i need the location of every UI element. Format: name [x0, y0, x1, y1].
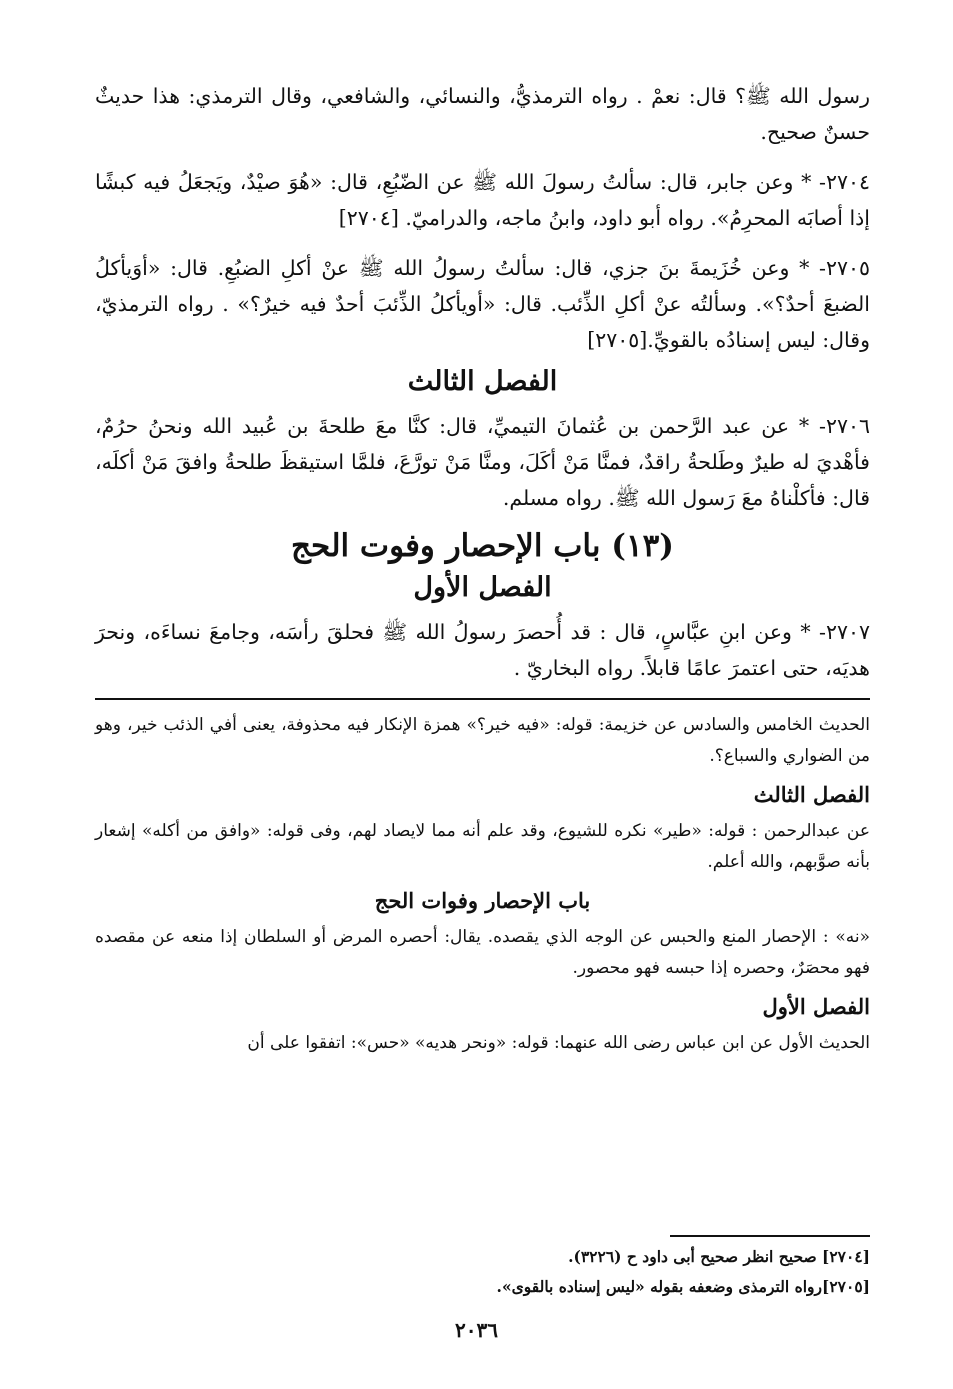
footnote-divider [670, 1235, 870, 1237]
hadith-2706: ٢٧٠٦- * عن عبد الرَّحمن بن عُثمانَ التيميِّ، قال: كنَّا معَ طلحةَ بن عُبيد الله ونحنُ حرُمٌ، فأهْديَ له طيرٌ وطَلحةُ راقدٌ، فمنَّا مَنْ أكَلَ، ومنَّا مَنْ تورَّعَ، فلمَّا استيقظَ طلحةُ وافقَ مَنْ أكلَه، قال: فأكلْناهُ معَ رَسول الله ﷺ. رواه مسلم. [95, 414, 870, 510]
commentary-heading-bab: باب الإحصار وفوات الحج [374, 888, 591, 913]
section-heading-first: الفصل الأول [413, 572, 552, 603]
main-text [95, 78, 870, 1059]
commentary-1: الحديث الخامس والسادس عن خزيمة: قوله: «فيه خير؟» همزة الإنكار فيه محذوفة، يعنى أفي الذئب خير، وهو من الضواري والسباع؟. [95, 715, 870, 766]
footnote-2704: [٢٧٠٤] صحيح انظر صحيح أبى داود ح (٣٢٢٦). [568, 1247, 870, 1266]
commentary-heading-third: الفصل الثالث [753, 782, 870, 807]
commentary-3: «نه» : الإحصار المنع والحبس عن الوجه الذي يقصده. يقال: أحصره المرض أو السلطان إذا منعه عن مقصده فهو محصَرٌ، وحصره إذا حبسه فهو محصور. [95, 927, 870, 978]
commentary-divider [95, 698, 870, 700]
paragraph-1: رسول الله ﷺ؟ قال: نعمْ . رواه الترمذيُّ، والنسائي، والشافعي، وقال الترمذي: هذا حديثٌ حسنٌ صحيح. [95, 84, 870, 144]
hadith-2704: ٢٧٠٤- * وعن جابر، قال: سألتُ رسولَ الله ﷺ عن الضّبُعِ، قال: «هُوَ صيْدٌ، ويَجعَلُ فيه كبشًا إذا أصابَه المحرِمُ». رواه أبو داود، وابنُ ماجه، والدراميّ. [٢٧٠٤] [95, 170, 870, 230]
hadith-2705: ٢٧٠٥- * وعن خُزَيمةَ بنَ جزي، قال: سألتُ رسولُ الله ﷺ عنْ أكلِ الضبُعِ. قال: «أوَيأكلُ الضبعَ أحدٌ؟». وسألتُه عنْ أكلِ الذِّئب. قال: «أويأكلُ الذِّئبَ أحدٌ فيه خيرٌ؟» . رواه الترمذيّ، وقال: ليس إسنادُه بالقويِّ.[٢٧٠٥] [95, 256, 870, 352]
footnote-2705: [٢٧٠٥]رواه الترمذى وضعفه بقوله «ليس إسناده بالقوى». [496, 1277, 870, 1296]
commentary-2: عن عبدالرحمن : قوله: «طير» نكره للشيوع، وقد علم أنه مما لايصاد لهم، وفى قوله: «وافق من أكله» إشعار بأنه صوَّبهم، والله أعلم. [95, 821, 870, 872]
chapter-title: (١٣) باب الإحصار وفوت الحج [291, 528, 674, 564]
section-heading-third: الفصل الثالث [407, 366, 558, 397]
page-number: ٢٠٣٦ [455, 1318, 498, 1342]
hadith-2707: ٢٧٠٧- * وعن ابنِ عبَّاسٍ، قال : قد أُحصرَ رسولُ الله ﷺ فحلقَ رأسَه، وجامعَ نساءَه، ونحرَ هديَه، حتى اعتمرَ عامًا قابلاً. رواه البخاريّ . [95, 620, 870, 680]
commentary-4: الحديث الأول عن ابن عباس رضى الله عنهما: قوله: «ونحر هديه» «حس»: اتفقوا على أن [247, 1033, 870, 1053]
commentary-heading-first: الفصل الأول [762, 994, 870, 1019]
